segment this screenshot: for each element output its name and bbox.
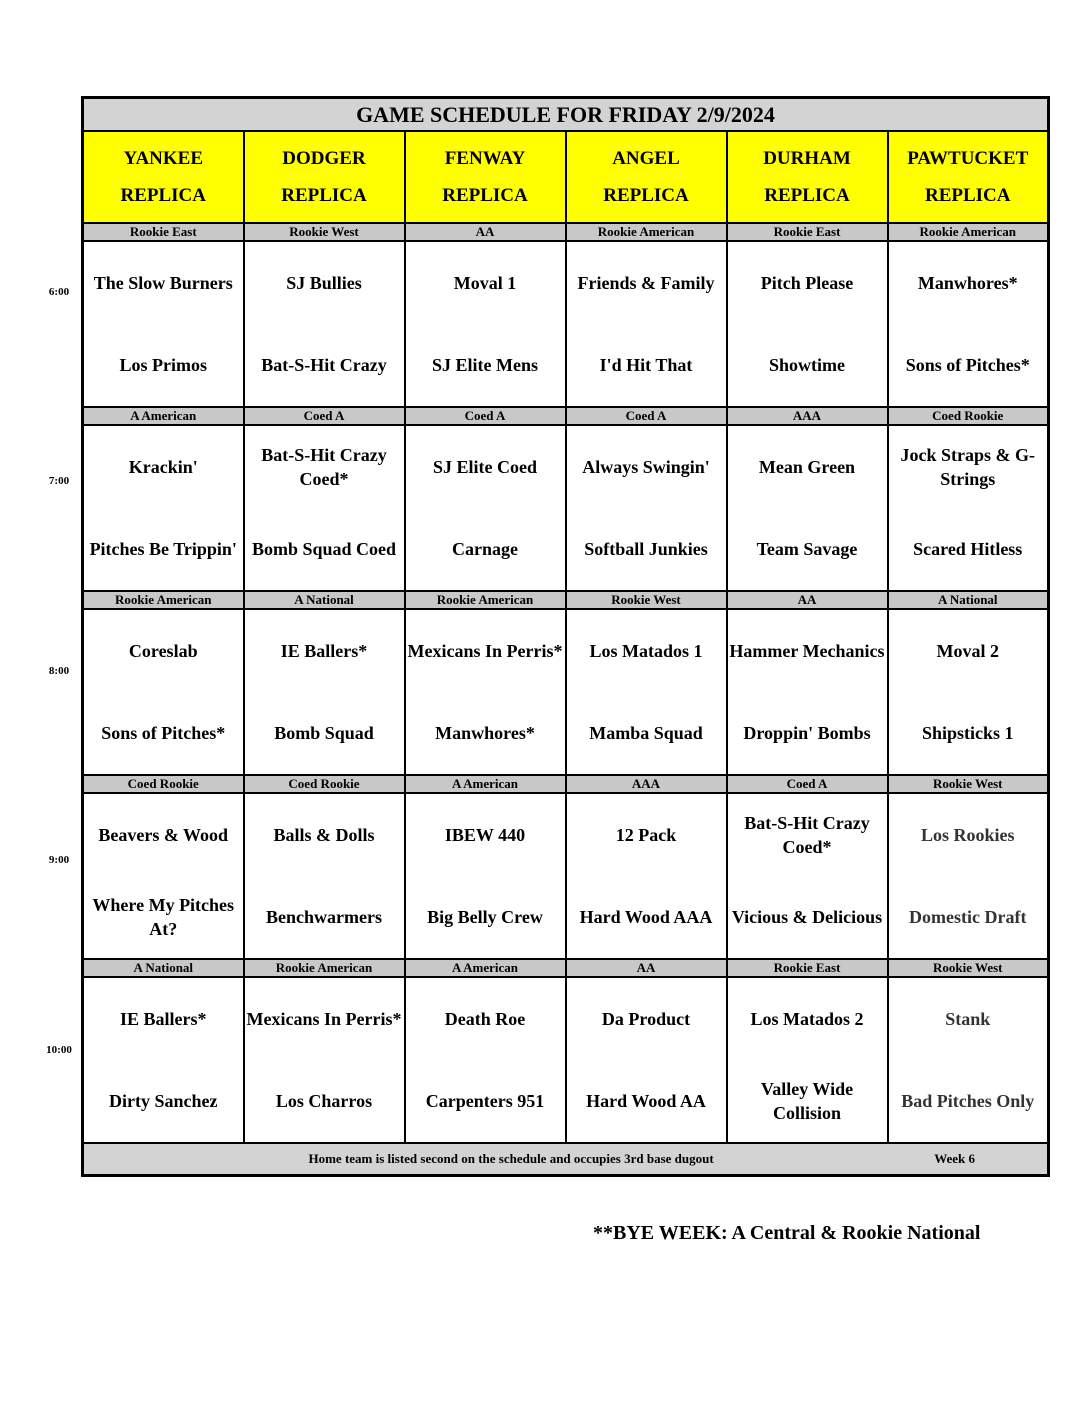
away-team: Death Roe [405,977,566,1060]
division-label: A American [83,407,244,425]
division-label: Rookie American [83,591,244,609]
home-team: Hard Wood AA [566,1060,727,1143]
division-label: Coed A [405,407,566,425]
home-team: Bad Pitches Only [888,1060,1049,1143]
division-label: AA [405,223,566,241]
home-team: Sons of Pitches* [888,324,1049,407]
away-team: Moval 1 [405,241,566,324]
away-team: Bat-S-Hit Crazy Coed* [727,793,888,876]
away-team: Coreslab [83,609,244,692]
home-team: Shipsticks 1 [888,692,1049,775]
schedule-table [81,96,1050,1177]
home-team: Valley Wide Collision [727,1060,888,1143]
home-team: Team Savage [727,508,888,591]
away-team: SJ Elite Coed [405,425,566,508]
division-label: Coed Rookie [83,775,244,793]
field-header [727,131,888,223]
away-team: Mean Green [727,425,888,508]
field-header [405,131,566,223]
division-label: A American [405,775,566,793]
division-label: Rookie West [888,775,1049,793]
division-row [83,407,1049,425]
away-team-row [83,425,1049,508]
field-subtitle: REPLICA [281,185,367,206]
home-team: Los Charros [244,1060,405,1143]
away-team: IE Ballers* [244,609,405,692]
home-team: Dirty Sanchez [83,1060,244,1143]
home-team-row [83,508,1049,591]
home-team-row [83,876,1049,959]
away-team: Friends & Family [566,241,727,324]
field-name: DURHAM [763,148,851,169]
division-row [83,591,1049,609]
away-team-row [83,977,1049,1060]
division-label: A National [244,591,405,609]
home-team-row [83,1060,1049,1143]
division-label: AA [566,959,727,977]
division-label: Coed Rookie [888,407,1049,425]
away-team: Moval 2 [888,609,1049,692]
field-name: DODGER [282,148,366,169]
division-label: Coed A [727,775,888,793]
schedule-footer [83,1143,1049,1176]
home-team: Bomb Squad Coed [244,508,405,591]
field-subtitle: REPLICA [120,185,206,206]
home-team: Bomb Squad [244,692,405,775]
field-name: YANKEE [123,148,204,169]
bye-week-note: **BYE WEEK: A Central & Rookie National [593,1222,981,1244]
division-label: Coed Rookie [244,775,405,793]
week-label: Week 6 [934,1151,975,1166]
division-label: Rookie East [727,223,888,241]
away-team: Always Swingin' [566,425,727,508]
home-team: Bat-S-Hit Crazy [244,324,405,407]
division-label: Rookie American [888,223,1049,241]
division-label: Rookie American [405,591,566,609]
field-name: ANGEL [612,148,680,169]
away-team: IBEW 440 [405,793,566,876]
field-header [83,131,244,223]
away-team-row [83,793,1049,876]
time-label: 9:00 [48,854,70,866]
home-team-note: Home team is listed second on the schedule and occupies 3rd base dugout [308,1151,714,1166]
home-team: Big Belly Crew [405,876,566,959]
field-name: FENWAY [444,148,526,169]
division-label: A American [405,959,566,977]
away-team: Manwhores* [888,241,1049,324]
field-subtitle: REPLICA [442,185,528,206]
home-team: Hard Wood AAA [566,876,727,959]
field-subtitle: REPLICA [924,185,1011,206]
home-team: Manwhores* [405,692,566,775]
division-label: Rookie East [727,959,888,977]
field-header [566,131,727,223]
division-label: Rookie American [566,223,727,241]
away-team: Da Product [566,977,727,1060]
home-team: Sons of Pitches* [83,692,244,775]
field-header [244,131,405,223]
division-label: Rookie West [888,959,1049,977]
away-team: The Slow Burners [83,241,244,324]
division-label: Rookie East [83,223,244,241]
home-team: Droppin' Bombs [727,692,888,775]
away-team: Mexicans In Perris* [405,609,566,692]
away-team-row [83,609,1049,692]
away-team: Los Matados 1 [566,609,727,692]
division-row [83,959,1049,977]
division-label: Coed A [566,407,727,425]
division-label: AA [727,591,888,609]
home-team: Los Primos [83,324,244,407]
home-team-row [83,324,1049,407]
away-team: Balls & Dolls [244,793,405,876]
time-label: 7:00 [48,475,70,487]
division-label: Rookie West [566,591,727,609]
home-team: Showtime [727,324,888,407]
field-header-row [83,131,1049,223]
away-team: Jock Straps & G-Strings [888,425,1049,508]
division-row [83,223,1049,241]
away-team: Beavers & Wood [83,793,244,876]
division-label: Rookie West [244,223,405,241]
home-team: Domestic Draft [888,876,1049,959]
division-label: Coed A [244,407,405,425]
time-label: 6:00 [48,286,70,298]
away-team: Los Matados 2 [727,977,888,1060]
home-team: Benchwarmers [244,876,405,959]
home-team: SJ Elite Mens [405,324,566,407]
home-team: Mamba Squad [566,692,727,775]
away-team: Mexicans In Perris* [244,977,405,1060]
field-name: PAWTUCKET [907,148,1029,169]
away-team: Los Rookies [888,793,1049,876]
away-team: Stank [888,977,1049,1060]
away-team: Hammer Mechanics [727,609,888,692]
division-row [83,775,1049,793]
time-label: 10:00 [46,1044,72,1056]
away-team: SJ Bullies [244,241,405,324]
field-subtitle: REPLICA [603,185,689,206]
home-team: Vicious & Delicious [727,876,888,959]
away-team: 12 Pack [566,793,727,876]
field-header [888,131,1049,223]
division-label: A National [83,959,244,977]
division-label: AAA [566,775,727,793]
home-team: Carnage [405,508,566,591]
home-team: Where My Pitches At? [83,876,244,959]
away-team: Pitch Please [727,241,888,324]
home-team: Scared Hitless [888,508,1049,591]
time-label: 8:00 [48,665,70,677]
away-team: IE Ballers* [83,977,244,1060]
away-team: Bat-S-Hit Crazy Coed* [244,425,405,508]
division-label: A National [888,591,1049,609]
home-team-row [83,692,1049,775]
schedule-title: GAME SCHEDULE FOR FRIDAY 2/9/2024 [83,98,1049,132]
home-team: Softball Junkies [566,508,727,591]
division-label: Rookie American [244,959,405,977]
field-subtitle: REPLICA [764,185,850,206]
home-team: Pitches Be Trippin' [83,508,244,591]
home-team: Carpenters 951 [405,1060,566,1143]
away-team: Krackin' [83,425,244,508]
home-team: I'd Hit That [566,324,727,407]
division-label: AAA [727,407,888,425]
away-team-row [83,241,1049,324]
